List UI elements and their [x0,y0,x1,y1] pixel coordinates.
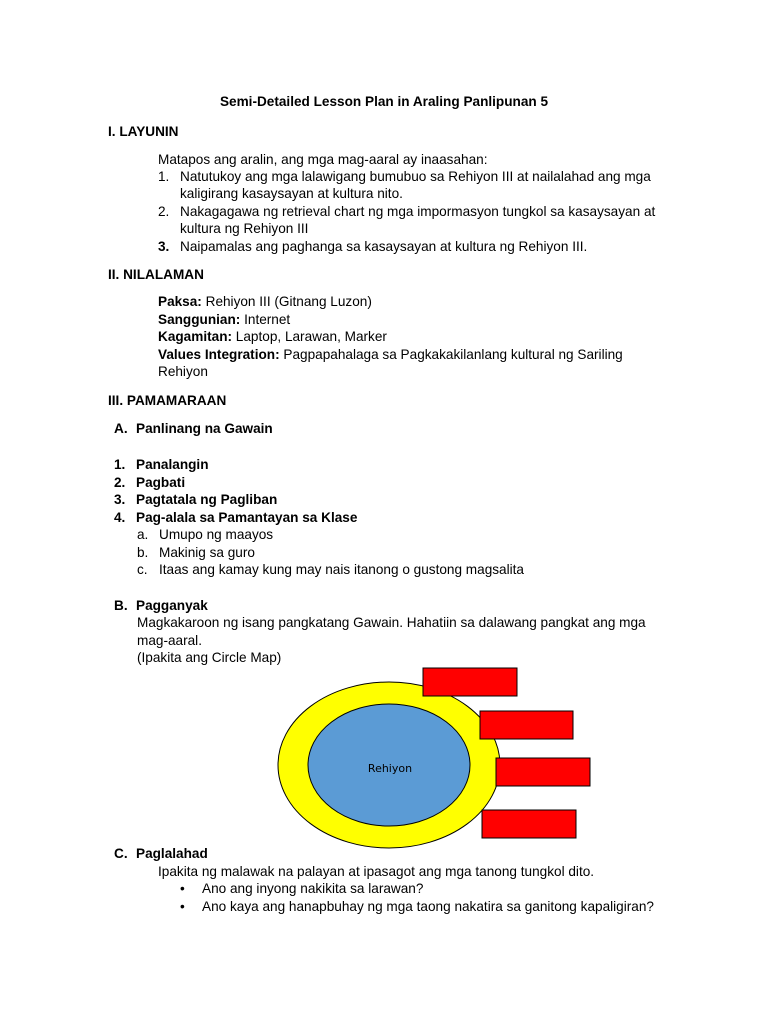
step-item: 4. Pag-alala sa Pamantayan sa Klase [114,510,358,525]
objective-item: 1. Natutukoy ang mga lalawigang bumubuo sa Rehiyon III at nailalahad ang mga [158,169,651,184]
bullet-icon: • [180,881,185,896]
red-box [423,668,517,696]
circle-map-label: Rehiyon [367,762,413,775]
bullet-icon: • [180,899,185,914]
pagganyak-text: Magkakaroon ng isang pangkatang Gawain. Hahatiin sa dalawang pangkat ang mga [137,615,646,630]
red-box [496,758,590,786]
page-title: Semi-Detailed Lesson Plan in Araling Panlipunan 5 [219,94,549,109]
rule-item: b. Makinig sa guro [137,545,255,560]
sanggunian-line: Sanggunian: Internet [158,312,291,327]
question-item: • Ano kaya ang hanapbuhay ng mga taong nakatira sa ganitong kapaligiran? [180,899,654,914]
step-item: 3. Pagtatala ng Pagliban [114,492,278,507]
subsection-c: C. Paglalahad [114,846,208,861]
rule-item: a. Umupo ng maayos [137,527,274,542]
values-line: Values Integration: Pagpapahalaga sa Pagkakakilanlang kultural ng Sariling [158,347,623,362]
step-item: 2. Pagbati [114,475,186,490]
paksa-line: Paksa: Rehiyon III (Gitnang Luzon) [158,294,372,309]
question-item: • Ano ang inyong nakikita sa larawan? [180,881,424,896]
section-heading-nilalaman: II. NILALAMAN [108,267,204,282]
paglalahad-intro: Ipakita ng malawak na palayan at ipasagot ang mga tanong tungkol dito. [158,864,595,879]
subsection-b: B. Pagganyak [114,598,208,613]
values-line-cont: Rehiyon [158,364,208,379]
red-box [480,711,573,739]
red-box [482,810,576,838]
pagganyak-text: (Ipakita ang Circle Map) [137,650,282,665]
step-item: 1. Panalangin [114,457,209,472]
section-heading-pamamaraan: III. PAMAMARAAN [108,393,227,408]
objective-item-cont: kultura ng Rehiyon III [180,221,309,236]
objective-item-cont: kaligirang kasaysayan at kultura nito. [180,186,403,201]
section-heading-layunin: I. LAYUNIN [108,124,179,139]
pagganyak-text: mag-aaral. [137,633,202,648]
subsection-a: A. Panlinang na Gawain [114,421,273,436]
layunin-intro: Matapos ang aralin, ang mga mag-aaral ay inaasahan: [158,152,488,167]
objective-item: 2. Nakagagawa ng retrieval chart ng mga impormasyon tungkol sa kasaysayan at [158,204,656,219]
kagamitan-line: Kagamitan: Laptop, Larawan, Marker [158,329,387,344]
rule-item: c. Itaas ang kamay kung may nais itanong o gustong magsalita [137,562,524,577]
objective-item: 3. Naipamalas ang paghanga sa kasaysayan at kultura ng Rehiyon III. [158,239,588,254]
